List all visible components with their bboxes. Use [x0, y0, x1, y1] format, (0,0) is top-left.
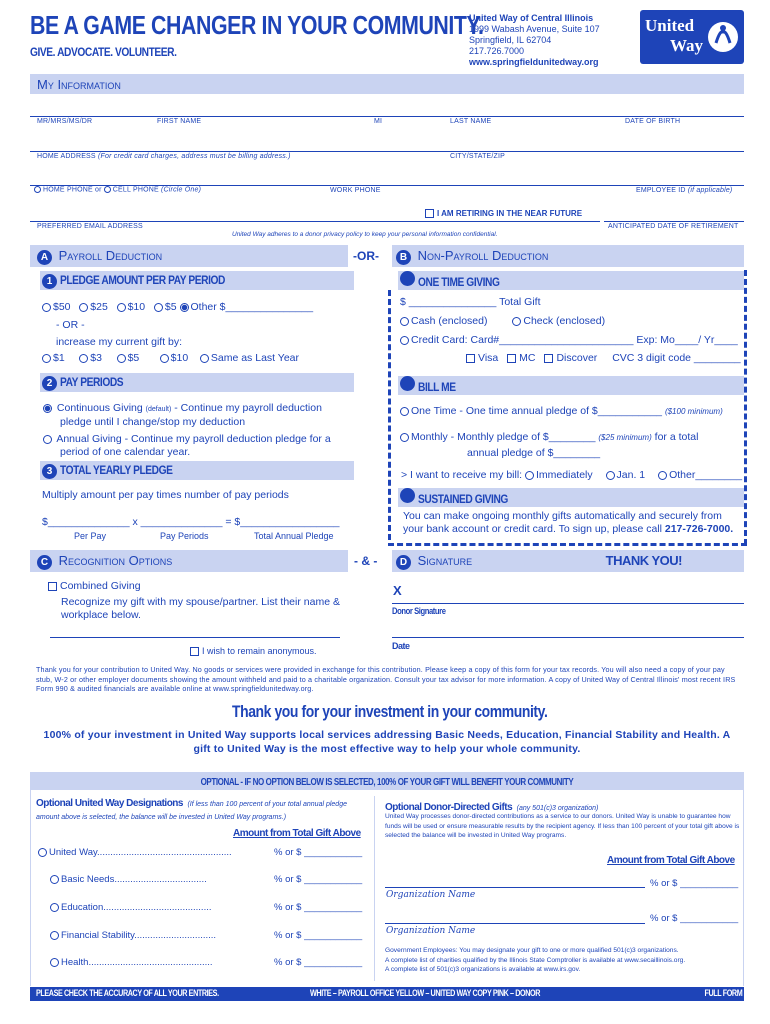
step1-title: PLEDGE AMOUNT PER PAY PERIOD [60, 273, 226, 287]
combined-checkbox[interactable] [48, 582, 57, 591]
org-name-label-2: Organization Name [386, 926, 476, 936]
multiply-text: Multiply amount per pay times number of pay periods [42, 489, 289, 501]
page-title: BE A GAME CHANGER IN YOUR COMMUNITY. [30, 10, 484, 40]
label-city: CITY/STATE/ZIP [450, 153, 506, 160]
org-phone: 217.726.7000 [469, 46, 525, 56]
invest-text-1: 100% of your investment in United Way supports local services addressing Basic Needs, Education, Financial Stability and Health. A [43, 729, 731, 741]
annual-pledge-field[interactable]: annual pledge of $________ [467, 447, 601, 459]
anonymous-label: I wish to remain anonymous. [202, 646, 317, 656]
designations-head [36, 797, 366, 823]
label-mi: MI [374, 118, 383, 125]
step2-header [40, 373, 354, 392]
discover-option[interactable]: Discover [544, 352, 597, 364]
continuous-desc2: pledge until I change/stop my deduction [60, 416, 246, 428]
section-d-badge: D [396, 555, 411, 570]
monthly-tail: for a total [654, 431, 699, 443]
donor-directed-title: Optional Donor-Directed Gifts [385, 802, 513, 813]
designation-item[interactable]: Health............................................... % or $ ___________ [50, 957, 213, 968]
gov-text-3: A complete list of 501(c)3 organizations is available at www.irs.gov. [385, 966, 581, 973]
step2-badge: 2 [42, 376, 57, 391]
total-gift-field[interactable]: $ _______________ Total Gift [400, 296, 541, 308]
my-info-heading: My Information [37, 77, 121, 92]
continuous-label: Continuous Giving [56, 402, 143, 414]
anonymous-checkbox[interactable] [190, 647, 199, 656]
gov-text-2: A complete list of charities qualified by the Illinois State Comptroller is available at www.secaillinois.org. [385, 956, 686, 964]
designation-item[interactable]: Basic Needs................................... % or $ ___________ [50, 874, 207, 885]
home-phone-text: HOME PHONE or [43, 186, 102, 194]
united-way-logo [640, 10, 744, 64]
step3-header [40, 461, 354, 480]
retiring-row[interactable] [425, 209, 582, 218]
retiring-label: I AM RETIRING IN THE NEAR FUTURE [437, 209, 583, 218]
monthly-pledge-label: Monthly - Monthly pledge of $________ [411, 431, 596, 443]
section-c-header [30, 550, 348, 572]
thanks-heading: Thank you for your investment in your community. [232, 702, 548, 721]
amount-label-right: Amount from Total Gift Above [607, 855, 735, 866]
recognize-text [61, 596, 340, 622]
bill-immediately[interactable]: Immediately [525, 469, 593, 481]
onetime-min: ($100 minimum) [664, 407, 723, 416]
label-phone [34, 186, 201, 193]
one-time-title: ONE TIME GIVING [418, 275, 500, 289]
donor-directed-note: (any 501(c)3 organization) [516, 805, 599, 812]
section-b-title: Non-Payroll Deduction [417, 248, 549, 263]
hand-icon [706, 18, 740, 56]
sustained-header [398, 488, 744, 507]
page-subtitle: GIVE. ADVOCATE. VOLUNTEER. [30, 45, 177, 59]
receive-bill-label: > I want to receive my bill: [401, 469, 523, 481]
date-label: Date [392, 641, 410, 651]
designation-item[interactable]: Financial Stability............................... % or $ ___________ [50, 930, 216, 941]
increase-1[interactable]: $1 [42, 352, 65, 364]
section-a-header [30, 245, 348, 267]
designations-note1: (If less than 100 percent of your total annual pledge [187, 801, 347, 808]
credit-card-row[interactable] [400, 334, 738, 346]
label-home-address [37, 153, 291, 160]
pledge-50[interactable]: $50 [42, 301, 71, 313]
pledge-other[interactable]: Other $_______________ [180, 301, 314, 313]
org-name: United Way of Central Illinois [469, 13, 594, 23]
footer-bar [30, 987, 744, 1001]
annual-option[interactable] [43, 433, 331, 459]
org-name-label-1: Organization Name [386, 890, 476, 900]
label-email: PREFERRED EMAIL ADDRESS [37, 223, 143, 230]
pledge-5[interactable]: $5 [154, 301, 177, 313]
label-first-name: FIRST NAME [157, 118, 202, 125]
cvc-field[interactable]: CVC 3 digit code ________ [612, 352, 741, 364]
sustained-text [403, 510, 733, 536]
increase-text: increase my current gift by: [56, 336, 183, 348]
section-d-title: Signature [417, 553, 473, 568]
cash-option[interactable]: Cash (enclosed) [400, 315, 487, 327]
home-address-note: (For credit card charges, address must be billing address.) [97, 153, 291, 160]
designation-item[interactable]: Education......................................... % or $ ___________ [50, 902, 211, 913]
step3-badge: 3 [42, 464, 57, 479]
gov-text-1: Government Employees: You may designate your gift to one or more qualified 501(c)3 organizations. [385, 947, 679, 954]
sustained-badge [400, 488, 415, 503]
continuous-default: (default) [145, 406, 172, 413]
signature-line[interactable] [392, 603, 744, 604]
sustained-text-2: your bank account or credit card. To sign up, please call [403, 523, 662, 535]
logo-text-1: United [645, 16, 695, 35]
payment-method-row [400, 315, 605, 327]
pay-periods-label: Pay Periods [160, 531, 209, 541]
bill-other[interactable]: Other________ [658, 469, 742, 481]
section-d-header [392, 550, 744, 572]
designations-note2: amount above is selected, the balance will be invested in United Way programs.) [36, 814, 287, 821]
org-contact [469, 13, 600, 68]
anonymous-row[interactable] [190, 646, 317, 656]
onetime-pledge-row[interactable] [400, 405, 723, 417]
increase-5[interactable]: $5 [117, 352, 140, 364]
increase-3[interactable]: $3 [79, 352, 102, 364]
pledge-10[interactable]: $10 [117, 301, 146, 313]
annual-desc: period of one calendar year. [60, 446, 191, 458]
continuous-radio[interactable] [43, 404, 52, 413]
footer-middle: WHITE – PAYROLL OFFICE YELLOW – UNITED WAY COPY PINK – DONOR [310, 988, 541, 998]
mc-option[interactable]: MC [507, 352, 535, 364]
section-c-title: Recognition Options [58, 553, 173, 568]
sustained-phone[interactable]: 217-726-7000. [664, 523, 734, 535]
continuous-option[interactable] [43, 402, 322, 429]
thank-you-label: THANK YOU! [605, 553, 682, 568]
onetime-pledge-label: One Time - One time annual pledge of $___________ [411, 405, 663, 417]
org-address1: 1999 Wabash Avenue, Suite 107 [469, 24, 600, 34]
per-pay-label: Per Pay [74, 531, 107, 541]
section-a-badge: A [37, 250, 52, 265]
monthly-min: ($25 minimum) [598, 433, 652, 442]
step1-badge: 1 [42, 274, 57, 289]
pledge-options-row2 [42, 352, 299, 364]
donor-directed-text: United Way processes donor-directed contributions as a service to our donors. United Way is unable to guarantee how funds will be used or ensure measurable results by the recipient agency. If less than 100 percent of your total gift above is selected the balance will be invested in United Way programs. [385, 813, 740, 839]
bill-jan1[interactable]: Jan. 1 [606, 469, 646, 481]
visa-option[interactable]: Visa [466, 352, 498, 364]
retiring-checkbox[interactable] [425, 209, 434, 218]
section-b-header [392, 245, 744, 267]
step1-header [40, 271, 354, 290]
label-dob: DATE OF BIRTH [625, 118, 681, 125]
combined-label: Combined Giving [60, 580, 141, 592]
step3-title: TOTAL YEARLY PLEDGE [60, 463, 173, 477]
combined-giving[interactable] [48, 580, 141, 592]
donor-signature-label: Donor Signature [392, 606, 446, 616]
check-option[interactable]: Check (enclosed) [512, 315, 605, 327]
org-name-line-1[interactable] [385, 887, 645, 888]
designations-title: Optional United Way Designations [36, 798, 183, 809]
home-phone-radio[interactable] [34, 186, 41, 193]
label-retire-date: ANTICIPATED DATE OF RETIREMENT [608, 223, 739, 230]
recognize-text-2: workplace below. [61, 609, 141, 621]
designation-item[interactable]: United Way................................................... % or $ ___________ [38, 847, 232, 858]
circle-one-note: (Circle One) [161, 186, 202, 194]
step2-title: PAY PERIODS [60, 375, 124, 389]
receive-bill-row [401, 469, 742, 481]
optional-banner-text: OPTIONAL - IF NO OPTION BELOW IS SELECTED, 100% OF YOUR GIFT WILL BENEFIT YOUR COMMUNITY [200, 777, 574, 788]
signature-x: X [393, 583, 402, 598]
footer-right: FULL FORM [704, 988, 742, 998]
section-a-title: Payroll Deduction [58, 248, 163, 263]
pct-field-2[interactable]: % or $ ___________ [650, 913, 739, 924]
org-name-line-2[interactable] [385, 923, 645, 924]
continuous-desc: - Continue my payroll deduction [174, 402, 322, 414]
one-time-badge [400, 271, 415, 286]
label-last-name: LAST NAME [450, 118, 492, 125]
pct-field-1[interactable]: % or $ ___________ [650, 878, 739, 889]
bill-me-badge [400, 376, 415, 391]
label-employee-id [636, 187, 732, 194]
cell-phone-text: CELL PHONE [112, 186, 159, 194]
annual-label: Annual Giving - Continue my payroll deduction pledge for a [56, 433, 331, 445]
org-address2: Springfield, IL 62704 [469, 35, 552, 45]
employee-id-text: EMPLOYEE ID [636, 187, 686, 194]
bill-me-title: BILL ME [418, 380, 456, 394]
org-website: www.springfieldunitedway.org [469, 57, 599, 67]
gov-text [385, 946, 745, 975]
or-text: - OR - [56, 319, 85, 331]
pledge-formula[interactable]: $______________ x ______________ = $_________________ [42, 516, 340, 528]
footer-left: PLEASE CHECK THE ACCURACY OF ALL YOUR ENTRIES. [36, 988, 219, 998]
invest-text-2: gift to United Way is the most effective way to help your whole community. [193, 743, 581, 755]
sustained-text-1: You can make ongoing monthly gifts automatically and securely from [403, 510, 722, 522]
partner-name-line[interactable] [50, 637, 340, 638]
increase-same[interactable]: Same as Last Year [200, 352, 299, 364]
or-divider: -OR- [353, 249, 379, 263]
section-b-badge: B [396, 250, 411, 265]
pledge-options-row1 [42, 301, 313, 313]
tax-disclaimer: Thank you for your contribution to United Way. No goods or services were provided in exchange for this contribution. Please keep a copy of this form for your tax records. You will also need a copy of your pay stub, W-2 or other employer documents showing the amount withheld and paid to a charitable organization. Consult your tax advisor for more information. A copy of United Way of Central Illinois' most recent IRS Form 990 & audited financials are available online at www.springfieldunitedway.org. [36, 665, 736, 693]
sustained-title: SUSTAINED GIVING [418, 492, 509, 506]
cell-phone-radio[interactable] [104, 186, 111, 193]
invest-text [30, 728, 744, 756]
employee-id-note: (if applicable) [687, 187, 733, 194]
annual-radio[interactable] [43, 435, 52, 444]
one-time-header [398, 271, 744, 290]
optional-banner [30, 772, 744, 790]
label-work-phone: WORK PHONE [330, 187, 381, 194]
card-type-row [466, 352, 741, 364]
increase-10[interactable]: $10 [160, 352, 189, 364]
bill-me-header [398, 376, 744, 395]
date-line[interactable] [392, 637, 744, 638]
credit-card-label: Credit Card: Card#_______________________ Exp: Mo____/ Yr____ [411, 334, 738, 346]
section-c-badge: C [37, 555, 52, 570]
total-annual-label: Total Annual Pledge [254, 531, 334, 541]
privacy-note: United Way adheres to a donor privacy policy to keep your personal information confidential. [232, 231, 498, 238]
recognize-text-1: Recognize my gift with my spouse/partner. List their name & [61, 596, 340, 608]
amount-label-left: Amount from Total Gift Above [233, 828, 361, 839]
monthly-pledge-row[interactable] [400, 431, 698, 443]
home-address-text: HOME ADDRESS [37, 153, 96, 160]
label-title: MR/MRS/MS/DR [37, 118, 93, 125]
pledge-25[interactable]: $25 [79, 301, 108, 313]
and-divider: - & - [354, 554, 378, 568]
logo-text-2: Way [670, 36, 704, 55]
